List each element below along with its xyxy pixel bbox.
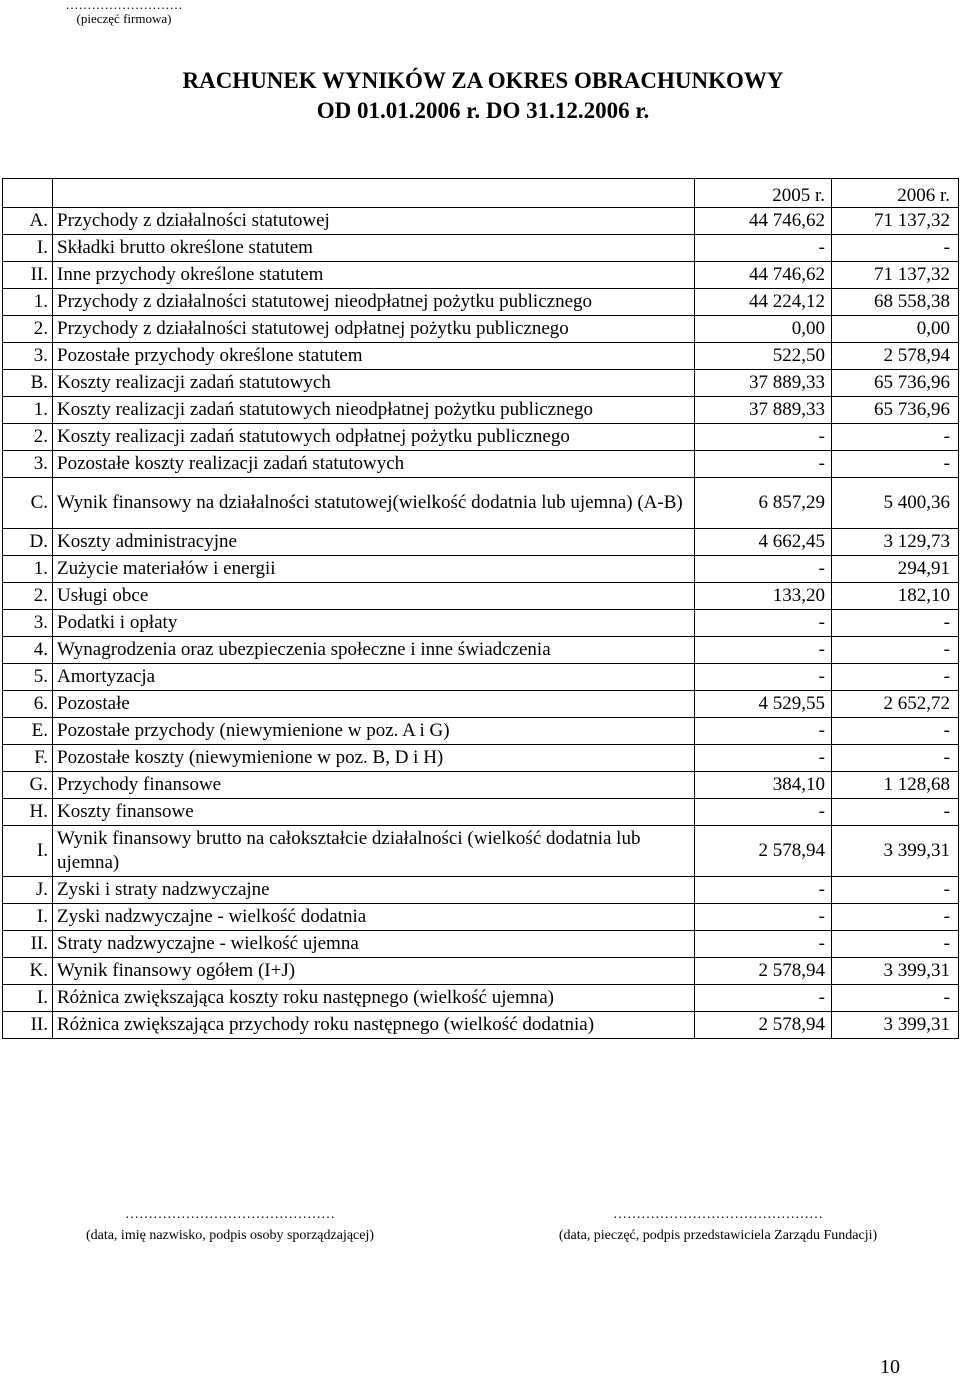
row-value-2005: 133,20 bbox=[695, 583, 832, 610]
row-value-2006: 1 128,68 bbox=[832, 772, 959, 799]
company-stamp-placeholder bbox=[54, 0, 194, 27]
row-number: 3. bbox=[3, 610, 53, 637]
row-value-2006: 294,91 bbox=[832, 556, 959, 583]
table-row bbox=[3, 958, 959, 985]
row-value-2005: - bbox=[695, 799, 832, 826]
row-description: Inne przychody określone statutem bbox=[53, 262, 695, 289]
table-header-row bbox=[3, 179, 959, 208]
row-number: II. bbox=[3, 931, 53, 958]
row-value-2006: - bbox=[832, 877, 959, 904]
row-number: I. bbox=[3, 904, 53, 931]
row-number: H. bbox=[3, 799, 53, 826]
row-number: A. bbox=[3, 208, 53, 235]
row-value-2006: - bbox=[832, 637, 959, 664]
table-row bbox=[3, 610, 959, 637]
row-value-2005: - bbox=[695, 637, 832, 664]
header-2006: 2006 r. bbox=[832, 179, 959, 208]
page-number: 10 bbox=[880, 1356, 900, 1378]
row-number: D. bbox=[3, 529, 53, 556]
table-row bbox=[3, 664, 959, 691]
row-value-2005: 44 224,12 bbox=[695, 289, 832, 316]
row-value-2006: 2 652,72 bbox=[832, 691, 959, 718]
row-description: Przychody z działalności statutowej odpłatnej pożytku publicznego bbox=[53, 316, 695, 343]
row-description: Zużycie materiałów i energii bbox=[53, 556, 695, 583]
table-row bbox=[3, 289, 959, 316]
row-description: Wynagrodzenia oraz ubezpieczenia społeczne i inne świadczenia bbox=[53, 637, 695, 664]
row-number: B. bbox=[3, 370, 53, 397]
row-number: E. bbox=[3, 718, 53, 745]
table-row bbox=[3, 904, 959, 931]
table-row bbox=[3, 826, 959, 877]
row-value-2006: - bbox=[832, 931, 959, 958]
row-value-2005: - bbox=[695, 235, 832, 262]
signature-preparer-dots: ……………………………………… bbox=[125, 1207, 335, 1222]
signature-board bbox=[522, 1208, 914, 1244]
stamp-dots: ……………………… bbox=[65, 0, 183, 12]
header-empty-desc bbox=[53, 179, 695, 208]
row-value-2006: 2 578,94 bbox=[832, 343, 959, 370]
table-row bbox=[3, 556, 959, 583]
row-value-2005: 4 662,45 bbox=[695, 529, 832, 556]
table-row bbox=[3, 451, 959, 478]
row-description: Pozostałe przychody określone statutem bbox=[53, 343, 695, 370]
table-row bbox=[3, 745, 959, 772]
row-value-2006: - bbox=[832, 904, 959, 931]
row-value-2006: - bbox=[832, 424, 959, 451]
row-value-2005: - bbox=[695, 556, 832, 583]
row-value-2005: 44 746,62 bbox=[695, 208, 832, 235]
row-value-2005: 37 889,33 bbox=[695, 397, 832, 424]
row-number: F. bbox=[3, 745, 53, 772]
row-description: Koszty finansowe bbox=[53, 799, 695, 826]
row-value-2005: - bbox=[695, 610, 832, 637]
document-title bbox=[0, 66, 960, 126]
row-value-2006: 5 400,36 bbox=[832, 478, 959, 529]
row-description: Usługi obce bbox=[53, 583, 695, 610]
row-value-2005: 2 578,94 bbox=[695, 1012, 832, 1039]
row-value-2005: - bbox=[695, 877, 832, 904]
row-value-2006: - bbox=[832, 235, 959, 262]
row-description: Straty nadzwyczajne - wielkość ujemna bbox=[53, 931, 695, 958]
table-row bbox=[3, 772, 959, 799]
row-number: 3. bbox=[3, 343, 53, 370]
signature-preparer-label: (data, imię nazwisko, podpis osoby sporządzającej) bbox=[85, 1228, 375, 1243]
signature-preparer bbox=[52, 1208, 408, 1244]
row-value-2006: 3 399,31 bbox=[832, 1012, 959, 1039]
row-value-2005: 2 578,94 bbox=[695, 826, 832, 877]
row-value-2006: - bbox=[832, 718, 959, 745]
header-empty-num bbox=[3, 179, 53, 208]
row-description: Pozostałe koszty realizacji zadań statutowych bbox=[53, 451, 695, 478]
row-description: Wynik finansowy na działalności statutowej(wielkość dodatnia lub ujemna) (A-B) bbox=[53, 478, 695, 529]
row-number: 6. bbox=[3, 691, 53, 718]
row-value-2006: - bbox=[832, 799, 959, 826]
row-value-2006: 3 399,31 bbox=[832, 826, 959, 877]
table-row bbox=[3, 877, 959, 904]
row-description: Zyski i straty nadzwyczajne bbox=[53, 877, 695, 904]
row-description: Przychody finansowe bbox=[53, 772, 695, 799]
row-value-2005: - bbox=[695, 664, 832, 691]
table-row bbox=[3, 478, 959, 529]
row-value-2006: 65 736,96 bbox=[832, 370, 959, 397]
row-number: 2. bbox=[3, 316, 53, 343]
row-number: 1. bbox=[3, 289, 53, 316]
row-value-2005: 4 529,55 bbox=[695, 691, 832, 718]
row-value-2006: 71 137,32 bbox=[832, 262, 959, 289]
row-description: Koszty administracyjne bbox=[53, 529, 695, 556]
row-description: Przychody z działalności statutowej nieodpłatnej pożytku publicznego bbox=[53, 289, 695, 316]
row-value-2006: 71 137,32 bbox=[832, 208, 959, 235]
row-value-2006: 3 129,73 bbox=[832, 529, 959, 556]
row-number: K. bbox=[3, 958, 53, 985]
row-number: II. bbox=[3, 262, 53, 289]
table-row bbox=[3, 343, 959, 370]
row-description: Pozostałe koszty (niewymienione w poz. B, D i H) bbox=[53, 745, 695, 772]
signature-board-label: (data, pieczęć, podpis przedstawiciela Zarządu Fundacji) bbox=[558, 1228, 878, 1243]
row-value-2006: - bbox=[832, 985, 959, 1012]
row-value-2006: - bbox=[832, 610, 959, 637]
row-value-2006: 0,00 bbox=[832, 316, 959, 343]
row-number: J. bbox=[3, 877, 53, 904]
table-row bbox=[3, 637, 959, 664]
row-number: I. bbox=[3, 826, 53, 877]
row-value-2006: 68 558,38 bbox=[832, 289, 959, 316]
row-description: Pozostałe przychody (niewymienione w poz. A i G) bbox=[53, 718, 695, 745]
table-row bbox=[3, 235, 959, 262]
table-row bbox=[3, 397, 959, 424]
row-value-2006: - bbox=[832, 664, 959, 691]
row-number: 2. bbox=[3, 583, 53, 610]
row-number: C. bbox=[3, 478, 53, 529]
row-description: Składki brutto określone statutem bbox=[53, 235, 695, 262]
row-description: Koszty realizacji zadań statutowych nieodpłatnej pożytku publicznego bbox=[53, 397, 695, 424]
table-row bbox=[3, 799, 959, 826]
row-value-2005: 0,00 bbox=[695, 316, 832, 343]
row-value-2005: 522,50 bbox=[695, 343, 832, 370]
row-value-2005: 384,10 bbox=[695, 772, 832, 799]
table-row bbox=[3, 424, 959, 451]
table-row bbox=[3, 370, 959, 397]
row-description: Wynik finansowy ogółem (I+J) bbox=[53, 958, 695, 985]
income-statement-table bbox=[2, 178, 959, 1039]
table-row bbox=[3, 718, 959, 745]
row-number: I. bbox=[3, 985, 53, 1012]
row-description: Zyski nadzwyczajne - wielkość dodatnia bbox=[53, 904, 695, 931]
row-number: 2. bbox=[3, 424, 53, 451]
table-row bbox=[3, 1012, 959, 1039]
row-value-2005: 37 889,33 bbox=[695, 370, 832, 397]
table-row bbox=[3, 316, 959, 343]
row-value-2005: 2 578,94 bbox=[695, 958, 832, 985]
table-row bbox=[3, 691, 959, 718]
row-description: Amortyzacja bbox=[53, 664, 695, 691]
row-number: G. bbox=[3, 772, 53, 799]
row-number: II. bbox=[3, 1012, 53, 1039]
row-value-2005: 6 857,29 bbox=[695, 478, 832, 529]
row-number: 4. bbox=[3, 637, 53, 664]
row-value-2005: - bbox=[695, 451, 832, 478]
row-number: 5. bbox=[3, 664, 53, 691]
row-description: Pozostałe bbox=[53, 691, 695, 718]
row-number: 1. bbox=[3, 397, 53, 424]
table-row bbox=[3, 529, 959, 556]
row-value-2006: 182,10 bbox=[832, 583, 959, 610]
row-description: Różnica zwiększająca koszty roku następnego (wielkość ujemna) bbox=[53, 985, 695, 1012]
row-value-2005: - bbox=[695, 424, 832, 451]
row-value-2005: - bbox=[695, 904, 832, 931]
row-value-2006: 3 399,31 bbox=[832, 958, 959, 985]
row-value-2006: 65 736,96 bbox=[832, 397, 959, 424]
row-value-2005: - bbox=[695, 745, 832, 772]
row-value-2006: - bbox=[832, 451, 959, 478]
row-description: Podatki i opłaty bbox=[53, 610, 695, 637]
table-row bbox=[3, 931, 959, 958]
row-value-2005: - bbox=[695, 985, 832, 1012]
table-row bbox=[3, 262, 959, 289]
row-description: Przychody z działalności statutowej bbox=[53, 208, 695, 235]
title-line-1: RACHUNEK WYNIKÓW ZA OKRES OBRACHUNKOWY bbox=[182, 68, 784, 93]
signature-board-dots: ……………………………………… bbox=[613, 1207, 823, 1222]
row-description: Koszty realizacji zadań statutowych bbox=[53, 370, 695, 397]
row-number: I. bbox=[3, 235, 53, 262]
row-number: 1. bbox=[3, 556, 53, 583]
header-2005: 2005 r. bbox=[695, 179, 832, 208]
title-line-2: OD 01.01.2006 r. DO 31.12.2006 r. bbox=[316, 98, 650, 123]
table-row bbox=[3, 985, 959, 1012]
row-value-2005: 44 746,62 bbox=[695, 262, 832, 289]
row-description: Koszty realizacji zadań statutowych odpłatnej pożytku publicznego bbox=[53, 424, 695, 451]
row-description: Wynik finansowy brutto na całokształcie działalności (wielkość dodatnia lub ujemna) bbox=[53, 826, 695, 877]
row-value-2006: - bbox=[832, 745, 959, 772]
stamp-label: (pieczęć firmowa) bbox=[76, 11, 172, 26]
row-value-2005: - bbox=[695, 931, 832, 958]
row-number: 3. bbox=[3, 451, 53, 478]
table-row bbox=[3, 208, 959, 235]
row-description: Różnica zwiększająca przychody roku następnego (wielkość dodatnia) bbox=[53, 1012, 695, 1039]
row-value-2005: - bbox=[695, 718, 832, 745]
table-row bbox=[3, 583, 959, 610]
